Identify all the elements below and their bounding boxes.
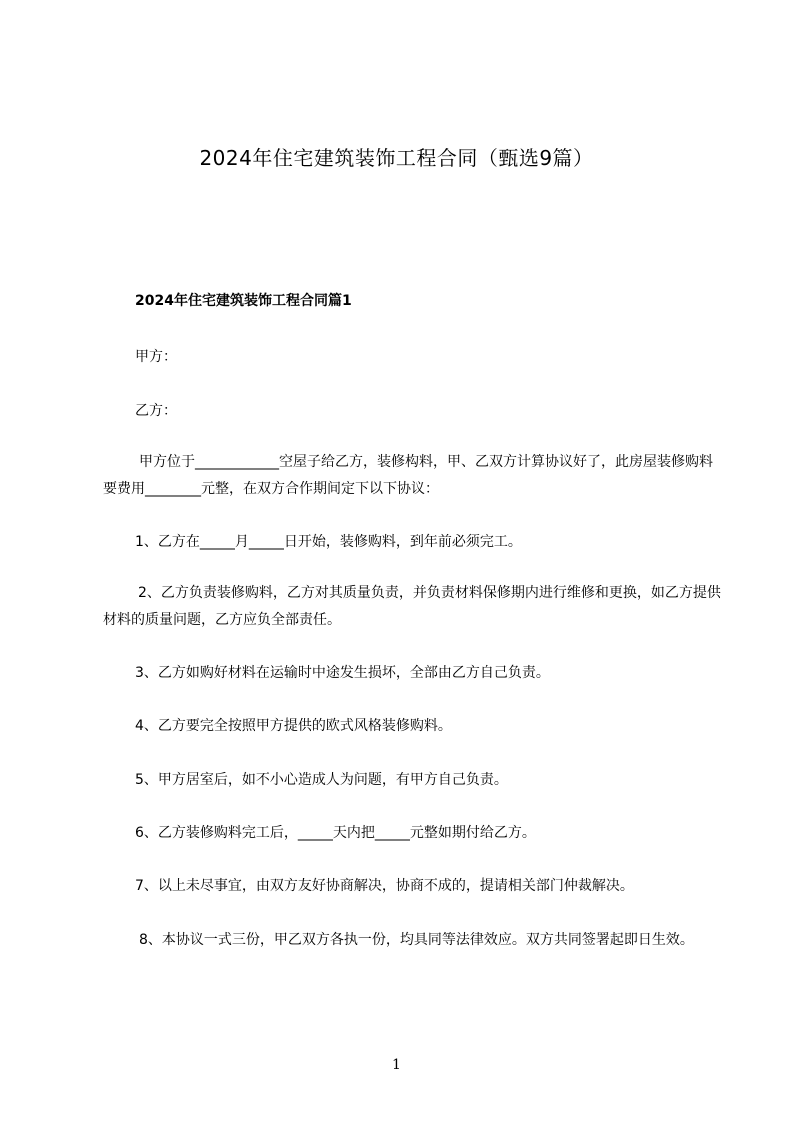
clause-text: 1、乙方在_____月_____日开始，装修购料，到年前必须完工。 [135, 534, 522, 550]
clause-3 [103, 660, 723, 687]
clause-4 [103, 713, 723, 740]
clause-text: 3、乙方如购好材料在运输时中途发生损坏，全部由乙方自己负责。 [135, 665, 550, 681]
clause-text: 6、乙方装修购料完工后，_____天内把_____元整如期付给乙方。 [135, 825, 536, 841]
party-b-line [103, 398, 723, 425]
party-a-line [103, 344, 723, 371]
clause-text: 8、本协议一式三份，甲乙双方各执一份，均具同等法律效应。双方共同签署起即日生效。 [139, 932, 694, 948]
clause-7 [103, 873, 723, 900]
party-a-label: 甲方： [135, 349, 177, 365]
clause-text: 7、以上未尽事宜，由双方友好协商解决，协商不成的，提请相关部门仲裁解决。 [135, 878, 634, 894]
clause-text: 5、甲方居室后，如不小心造成人为问题，有甲方自己负责。 [135, 772, 508, 788]
intro-text: 甲方位于____________空屋子给乙方，装修构料，甲、乙双方计算协议好了，此房屋装修购料要费用________元整，在双方合作期间定下以下协议： [103, 454, 713, 497]
clause-1 [103, 529, 723, 556]
clause-2 [103, 580, 723, 634]
party-b-label: 乙方： [135, 403, 177, 419]
clause-text: 2、乙方负责装修购料，乙方对其质量负责，并负责材料保修期内进行维修和更换，如乙方提供材料的质量问题，乙方应负全部责任。 [103, 585, 721, 628]
clause-8 [103, 927, 723, 954]
clause-text: 4、乙方要完全按照甲方提供的欧式风格装修购料。 [135, 718, 452, 734]
document-title: 2024年住宅建筑装饰工程合同（甄选9篇） [199, 146, 594, 170]
page-number: 1 [392, 1057, 401, 1073]
clause-6 [103, 820, 723, 847]
clause-5 [103, 767, 723, 794]
intro-paragraph [103, 449, 723, 503]
section-heading: 2024年住宅建筑装饰工程合同篇1 [135, 293, 352, 309]
